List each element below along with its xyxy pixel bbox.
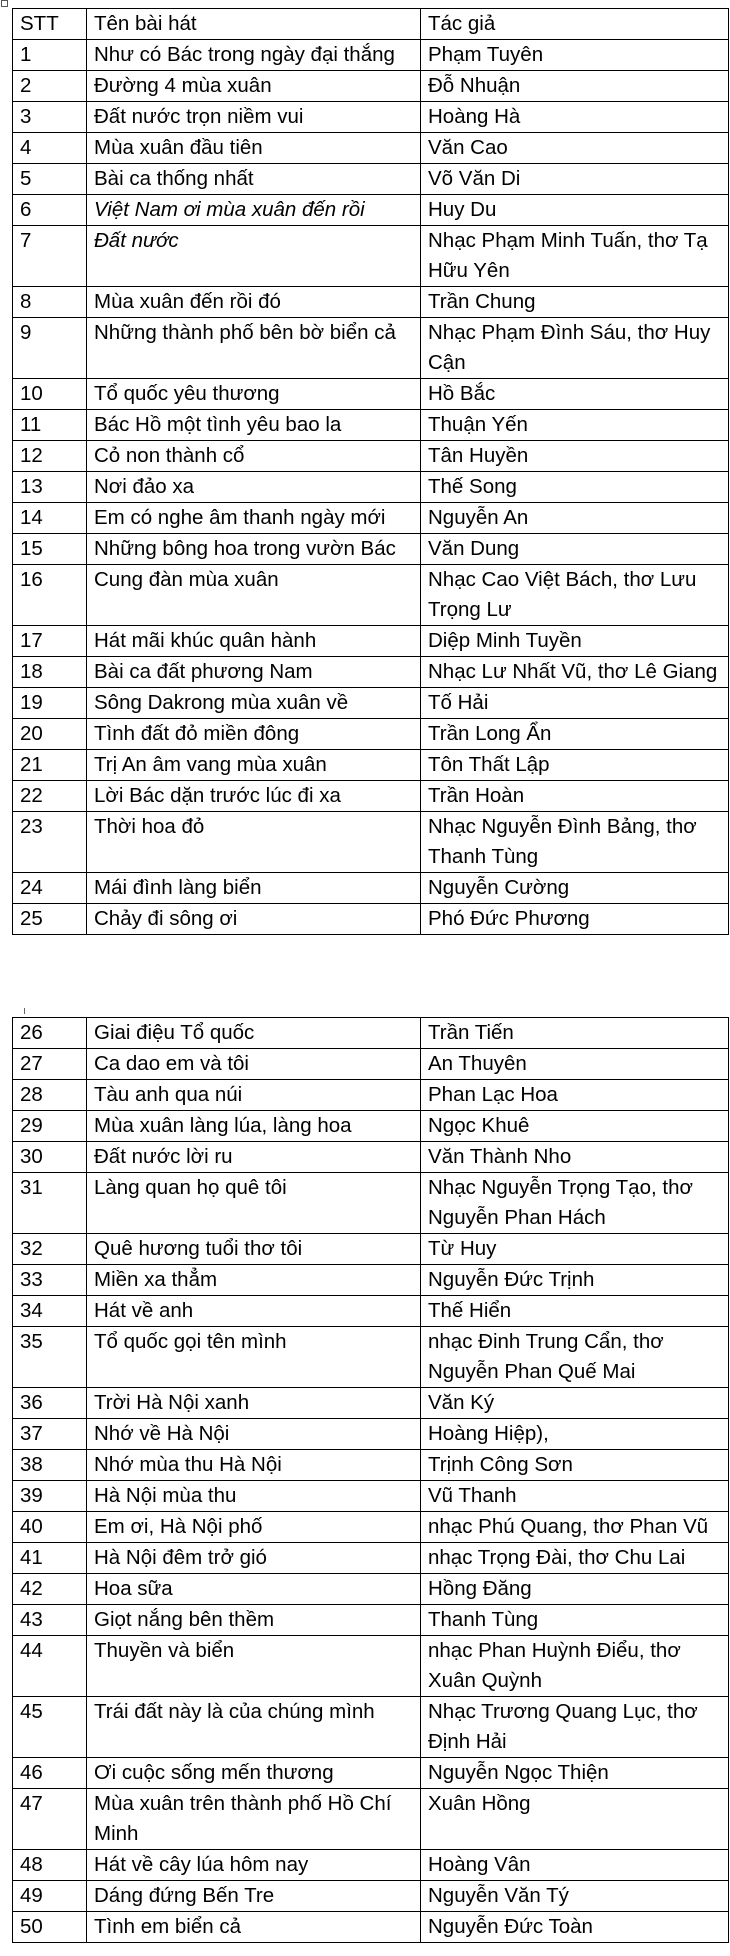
cell-song-title: Mùa xuân làng lúa, làng hoa xyxy=(87,1111,421,1142)
cell-song-title: Thuyền và biển xyxy=(87,1636,421,1697)
cell-stt: 17 xyxy=(13,626,87,657)
cell-author: Diệp Minh Tuyền xyxy=(421,626,729,657)
cell-author: Trần Tiến xyxy=(421,1018,729,1049)
cell-song-title: Làng quan họ quê tôi xyxy=(87,1173,421,1234)
cell-author: Hồng Đăng xyxy=(421,1574,729,1605)
song-table xyxy=(12,8,729,935)
cell-song-title: Nhớ mùa thu Hà Nội xyxy=(87,1450,421,1481)
cell-author: Nhạc Lư Nhất Vũ, thơ Lê Giang xyxy=(421,657,729,688)
cell-song-title: Thời hoa đỏ xyxy=(87,812,421,873)
cell-song-title: Chảy đi sông ơi xyxy=(87,904,421,935)
cell-song-title: Trái đất này là của chúng mình xyxy=(87,1697,421,1758)
cell-song-title: Lời Bác dặn trước lúc đi xa xyxy=(87,781,421,812)
song-table-part-1 xyxy=(12,8,728,935)
cell-song-title: Hát về cây lúa hôm nay xyxy=(87,1850,421,1881)
cell-author: Vũ Thanh xyxy=(421,1481,729,1512)
cell-song-title: Cung đàn mùa xuân xyxy=(87,565,421,626)
cell-author: Nguyễn Ngọc Thiện xyxy=(421,1758,729,1789)
table-row xyxy=(13,318,729,379)
cell-stt: 27 xyxy=(13,1049,87,1080)
cell-song-title: Em ơi, Hà Nội phố xyxy=(87,1512,421,1543)
cell-song-title: Bài ca đất phương Nam xyxy=(87,657,421,688)
cell-stt: 40 xyxy=(13,1512,87,1543)
table-row xyxy=(13,688,729,719)
cell-stt: 42 xyxy=(13,1574,87,1605)
cell-author: Từ Huy xyxy=(421,1234,729,1265)
cell-stt: 3 xyxy=(13,102,87,133)
cell-stt: 46 xyxy=(13,1758,87,1789)
cell-stt: 31 xyxy=(13,1173,87,1234)
table-row xyxy=(13,1512,729,1543)
cell-author: An Thuyên xyxy=(421,1049,729,1080)
cell-stt: 41 xyxy=(13,1543,87,1574)
cell-author: Phan Lạc Hoa xyxy=(421,1080,729,1111)
cell-author: Đỗ Nhuận xyxy=(421,71,729,102)
cell-stt: 13 xyxy=(13,472,87,503)
header-stt: STT xyxy=(13,9,87,40)
cell-song-title: Hoa sữa xyxy=(87,1574,421,1605)
cell-song-title: Giọt nắng bên thềm xyxy=(87,1605,421,1636)
cell-author: Phó Đức Phương xyxy=(421,904,729,935)
cell-stt: 9 xyxy=(13,318,87,379)
table-row xyxy=(13,873,729,904)
cell-stt: 10 xyxy=(13,379,87,410)
cell-stt: 43 xyxy=(13,1605,87,1636)
cell-song-title: Tình em biển cả xyxy=(87,1912,421,1943)
cell-author: Hoàng Hà xyxy=(421,102,729,133)
cell-stt: 4 xyxy=(13,133,87,164)
cell-stt: 14 xyxy=(13,503,87,534)
table-row xyxy=(13,1327,729,1388)
table-row xyxy=(13,1296,729,1327)
cell-author: Nhạc Nguyễn Trọng Tạo, thơ Nguyễn Phan Hách xyxy=(421,1173,729,1234)
cell-stt: 34 xyxy=(13,1296,87,1327)
cell-song-title: Tình đất đỏ miền đông xyxy=(87,719,421,750)
cell-stt: 18 xyxy=(13,657,87,688)
cell-stt: 23 xyxy=(13,812,87,873)
cell-song-title: Hà Nội mùa thu xyxy=(87,1481,421,1512)
cell-author: Nguyễn Đức Trịnh xyxy=(421,1265,729,1296)
cell-song-title: Trị An âm vang mùa xuân xyxy=(87,750,421,781)
cell-author: Thế Hiển xyxy=(421,1296,729,1327)
cell-stt: 29 xyxy=(13,1111,87,1142)
cell-song-title: Mùa xuân đến rồi đó xyxy=(87,287,421,318)
cell-stt: 25 xyxy=(13,904,87,935)
table-row xyxy=(13,565,729,626)
table-row xyxy=(13,102,729,133)
table-row xyxy=(13,1080,729,1111)
cell-stt: 21 xyxy=(13,750,87,781)
cell-song-title: Nhớ về Hà Nội xyxy=(87,1419,421,1450)
table-row xyxy=(13,1605,729,1636)
cell-stt: 24 xyxy=(13,873,87,904)
cell-song-title: Ca dao em và tôi xyxy=(87,1049,421,1080)
table-row xyxy=(13,503,729,534)
cell-author: Tân Huyền xyxy=(421,441,729,472)
table-row xyxy=(13,812,729,873)
cell-author: Thuận Yến xyxy=(421,410,729,441)
cell-author: Thanh Tùng xyxy=(421,1605,729,1636)
table-row xyxy=(13,472,729,503)
cell-song-title: Miền xa thẳm xyxy=(87,1265,421,1296)
table-row xyxy=(13,71,729,102)
header-author: Tác giả xyxy=(421,9,729,40)
table-header-row xyxy=(13,9,729,40)
cell-song-title: Hát mãi khúc quân hành xyxy=(87,626,421,657)
table-row xyxy=(13,195,729,226)
cell-author: Ngọc Khuê xyxy=(421,1111,729,1142)
table-row xyxy=(13,1636,729,1697)
cell-stt: 20 xyxy=(13,719,87,750)
cell-song-title: Tổ quốc yêu thương xyxy=(87,379,421,410)
table-row xyxy=(13,1018,729,1049)
table-row xyxy=(13,1481,729,1512)
table-row xyxy=(13,1574,729,1605)
table-row xyxy=(13,781,729,812)
cell-stt: 7 xyxy=(13,226,87,287)
cell-song-title: Hà Nội đêm trở gió xyxy=(87,1543,421,1574)
cell-author: Hồ Bắc xyxy=(421,379,729,410)
cell-song-title: Bài ca thống nhất xyxy=(87,164,421,195)
cell-stt: 37 xyxy=(13,1419,87,1450)
table-row xyxy=(13,410,729,441)
cell-stt: 6 xyxy=(13,195,87,226)
cell-author: Nguyễn An xyxy=(421,503,729,534)
cell-author: Tôn Thất Lập xyxy=(421,750,729,781)
table-row xyxy=(13,441,729,472)
cell-stt: 35 xyxy=(13,1327,87,1388)
table-move-handle[interactable] xyxy=(1,0,8,7)
cell-stt: 1 xyxy=(13,40,87,71)
cell-author: Võ Văn Di xyxy=(421,164,729,195)
cell-stt: 2 xyxy=(13,71,87,102)
cell-song-title: Quê hương tuổi thơ tôi xyxy=(87,1234,421,1265)
cell-stt: 36 xyxy=(13,1388,87,1419)
cell-author: Nguyễn Cường xyxy=(421,873,729,904)
cell-song-title: Việt Nam ơi mùa xuân đến rồi xyxy=(87,195,421,226)
table-row xyxy=(13,379,729,410)
cell-author: Nhạc Trương Quang Lục, thơ Định Hải xyxy=(421,1697,729,1758)
cell-stt: 28 xyxy=(13,1080,87,1111)
table-row xyxy=(13,1543,729,1574)
table-row xyxy=(13,287,729,318)
cell-author: Huy Du xyxy=(421,195,729,226)
table-row xyxy=(13,1881,729,1912)
table-row xyxy=(13,1758,729,1789)
cell-author: Văn Thành Nho xyxy=(421,1142,729,1173)
table-row xyxy=(13,226,729,287)
table-row xyxy=(13,40,729,71)
song-table-part-2 xyxy=(12,1017,728,1943)
cell-song-title: Sông Dakrong mùa xuân về xyxy=(87,688,421,719)
cell-author: nhạc Trọng Đài, thơ Chu Lai xyxy=(421,1543,729,1574)
cell-song-title: Mùa xuân đầu tiên xyxy=(87,133,421,164)
cell-stt: 48 xyxy=(13,1850,87,1881)
cell-song-title: Những bông hoa trong vườn Bác xyxy=(87,534,421,565)
cell-stt: 11 xyxy=(13,410,87,441)
cell-song-title: Dáng đứng Bến Tre xyxy=(87,1881,421,1912)
cell-author: nhạc Đinh Trung Cẩn, thơ Nguyễn Phan Quế Mai xyxy=(421,1327,729,1388)
cell-author: Hoàng Vân xyxy=(421,1850,729,1881)
table-row xyxy=(13,1142,729,1173)
cell-song-title: Giai điệu Tổ quốc xyxy=(87,1018,421,1049)
table-row xyxy=(13,1419,729,1450)
table-row xyxy=(13,1049,729,1080)
cell-stt: 49 xyxy=(13,1881,87,1912)
cell-song-title: Đất nước lời ru xyxy=(87,1142,421,1173)
cell-author: Tố Hải xyxy=(421,688,729,719)
cell-song-title: Đường 4 mùa xuân xyxy=(87,71,421,102)
cell-author: Nguyễn Văn Tý xyxy=(421,1881,729,1912)
table-row xyxy=(13,1850,729,1881)
cell-stt: 12 xyxy=(13,441,87,472)
cell-stt: 30 xyxy=(13,1142,87,1173)
cell-author: nhạc Phú Quang, thơ Phan Vũ xyxy=(421,1512,729,1543)
cell-author: Trần Hoàn xyxy=(421,781,729,812)
cell-song-title: Trời Hà Nội xanh xyxy=(87,1388,421,1419)
cell-song-title: Mái đình làng biển xyxy=(87,873,421,904)
cell-song-title: Đất nước xyxy=(87,226,421,287)
cell-song-title: Ơi cuộc sống mến thương xyxy=(87,1758,421,1789)
table-row xyxy=(13,1388,729,1419)
table-row xyxy=(13,657,729,688)
cell-author: Nhạc Phạm Đình Sáu, thơ Huy Cận xyxy=(421,318,729,379)
table-row xyxy=(13,1697,729,1758)
table-row xyxy=(13,1265,729,1296)
cell-author: Văn Ký xyxy=(421,1388,729,1419)
cell-author: Xuân Hồng xyxy=(421,1789,729,1850)
cell-stt: 50 xyxy=(13,1912,87,1943)
cell-song-title: Nơi đảo xa xyxy=(87,472,421,503)
cell-stt: 8 xyxy=(13,287,87,318)
cell-stt: 26 xyxy=(13,1018,87,1049)
table-row xyxy=(13,1111,729,1142)
table-row xyxy=(13,904,729,935)
cell-author: Nhạc Nguyễn Đình Bảng, thơ Thanh Tùng xyxy=(421,812,729,873)
cell-stt: 39 xyxy=(13,1481,87,1512)
cell-author: nhạc Phan Huỳnh Điểu, thơ Xuân Quỳnh xyxy=(421,1636,729,1697)
cell-stt: 45 xyxy=(13,1697,87,1758)
cell-author: Trần Chung xyxy=(421,287,729,318)
cell-author: Phạm Tuyên xyxy=(421,40,729,71)
table-row xyxy=(13,719,729,750)
cell-song-title: Em có nghe âm thanh ngày mới xyxy=(87,503,421,534)
cell-author: Văn Cao xyxy=(421,133,729,164)
cell-stt: 32 xyxy=(13,1234,87,1265)
table-row xyxy=(13,164,729,195)
cell-stt: 44 xyxy=(13,1636,87,1697)
cell-stt: 33 xyxy=(13,1265,87,1296)
cell-stt: 5 xyxy=(13,164,87,195)
cell-author: Văn Dung xyxy=(421,534,729,565)
cell-song-title: Hát về anh xyxy=(87,1296,421,1327)
table-row xyxy=(13,626,729,657)
cell-author: Hoàng Hiệp), xyxy=(421,1419,729,1450)
cell-author: Trịnh Công Sơn xyxy=(421,1450,729,1481)
page-break-marker xyxy=(24,1008,31,1014)
cell-stt: 15 xyxy=(13,534,87,565)
cell-stt: 22 xyxy=(13,781,87,812)
cell-song-title: Tổ quốc gọi tên mình xyxy=(87,1327,421,1388)
cell-stt: 38 xyxy=(13,1450,87,1481)
cell-author: Nhạc Cao Việt Bách, thơ Lưu Trọng Lư xyxy=(421,565,729,626)
cell-stt: 47 xyxy=(13,1789,87,1850)
cell-song-title: Cỏ non thành cổ xyxy=(87,441,421,472)
table-row xyxy=(13,1234,729,1265)
table-row xyxy=(13,534,729,565)
table-row xyxy=(13,133,729,164)
cell-song-title: Bác Hồ một tình yêu bao la xyxy=(87,410,421,441)
cell-stt: 19 xyxy=(13,688,87,719)
cell-song-title: Đất nước trọn niềm vui xyxy=(87,102,421,133)
cell-song-title: Như có Bác trong ngày đại thắng xyxy=(87,40,421,71)
cell-author: Trần Long Ẩn xyxy=(421,719,729,750)
cell-stt: 16 xyxy=(13,565,87,626)
cell-author: Nhạc Phạm Minh Tuấn, thơ Tạ Hữu Yên xyxy=(421,226,729,287)
header-song-title: Tên bài hát xyxy=(87,9,421,40)
cell-song-title: Mùa xuân trên thành phố Hồ Chí Minh xyxy=(87,1789,421,1850)
table-row xyxy=(13,1912,729,1943)
cell-song-title: Tàu anh qua núi xyxy=(87,1080,421,1111)
table-row xyxy=(13,1789,729,1850)
song-table-continued xyxy=(12,1017,729,1943)
table-row xyxy=(13,1173,729,1234)
cell-author: Thế Song xyxy=(421,472,729,503)
table-row xyxy=(13,750,729,781)
table-row xyxy=(13,1450,729,1481)
cell-song-title: Những thành phố bên bờ biển cả xyxy=(87,318,421,379)
cell-author: Nguyễn Đức Toàn xyxy=(421,1912,729,1943)
